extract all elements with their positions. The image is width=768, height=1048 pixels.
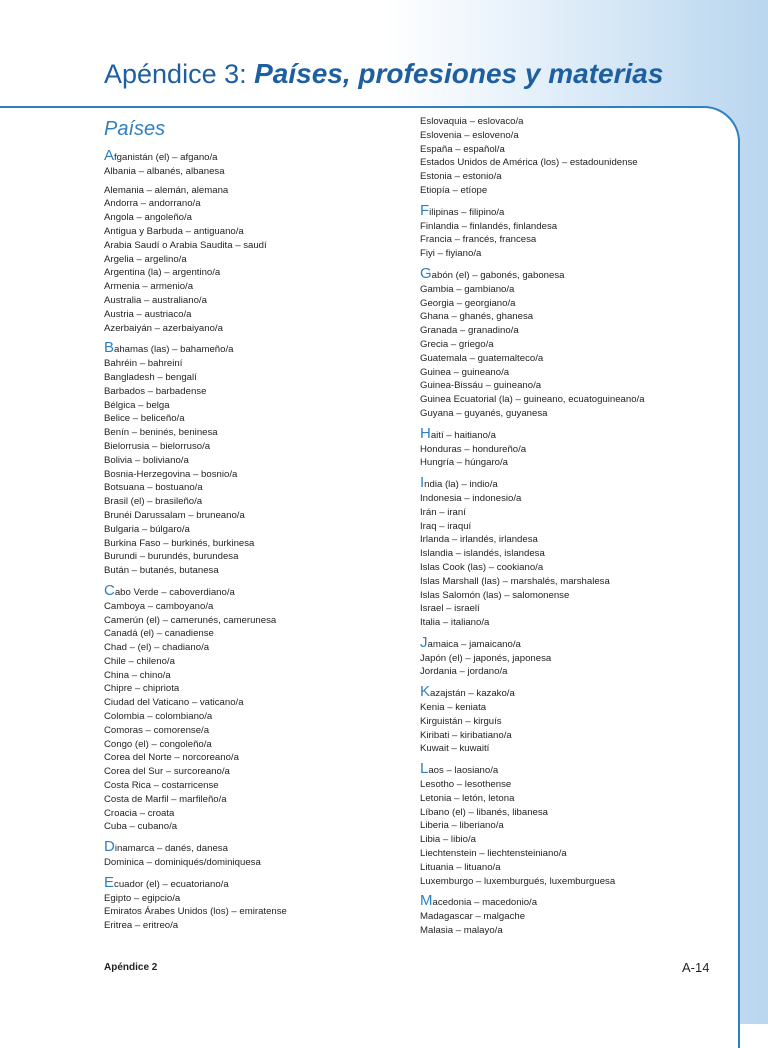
country-entry (104, 308, 404, 322)
country-text: Belice – beliceño/a (104, 413, 185, 425)
country-entry (420, 520, 740, 534)
letter-group (420, 633, 740, 679)
country-entry (104, 696, 404, 710)
country-text: Lesotho – lesothense (420, 779, 512, 791)
letter-group (420, 894, 740, 937)
country-text: Eritrea – eritreo/a (104, 920, 179, 932)
country-entry (104, 641, 404, 655)
country-entry (420, 407, 740, 421)
country-entry (420, 233, 740, 247)
country-entry (104, 399, 404, 413)
country-text: Emiratos Árabes Unidos (los) – emiratense (104, 906, 287, 918)
country-text: Egipto – egipcio/a (104, 892, 181, 904)
group-initial: J (420, 633, 428, 651)
group-initial: I (420, 474, 425, 492)
country-entry (420, 366, 740, 380)
country-entry (420, 729, 740, 743)
country-text: Colombia – colombiano/a (104, 711, 213, 723)
country-text: Hungría – húngaro/a (420, 457, 509, 469)
country-entry (104, 581, 404, 600)
country-text: abón (el) – gabonés, gabonesa (431, 269, 565, 281)
country-entry (104, 225, 404, 239)
country-entry (420, 170, 740, 184)
group-initial: A (104, 147, 115, 164)
letter-group (104, 149, 404, 335)
country-text: inamarca – danés, danesa (114, 843, 228, 855)
country-entry (420, 492, 740, 506)
country-text: Andorra – andorrano/a (104, 198, 201, 210)
left-country-list (104, 149, 404, 933)
country-entry (104, 856, 404, 870)
letter-group (420, 476, 740, 630)
group-initial: F (420, 201, 430, 219)
country-text: Ghana – ghanés, ghanesa (420, 311, 534, 323)
country-entry (420, 715, 740, 729)
country-entry (420, 115, 740, 129)
country-entry (420, 184, 740, 198)
country-text: Estonia – estonio/a (420, 171, 502, 183)
country-entry (420, 561, 740, 575)
country-text: Madagascar – malgache (420, 911, 526, 923)
country-entry (104, 239, 404, 253)
country-entry (104, 454, 404, 468)
country-entry (104, 600, 404, 614)
country-entry (104, 426, 404, 440)
country-entry (104, 905, 404, 919)
country-text: Georgia – georgiano/a (420, 297, 516, 309)
country-text: azajstán – kazako/a (430, 688, 515, 700)
country-entry (104, 481, 404, 495)
country-text: China – chino/a (104, 669, 171, 681)
letter-group (104, 341, 404, 578)
country-entry (104, 211, 404, 225)
country-entry (104, 614, 404, 628)
country-text: Cuba – cubano/a (104, 821, 178, 833)
country-text: Islandia – islandés, islandesa (420, 548, 545, 560)
country-entry (104, 294, 404, 308)
country-entry (420, 575, 740, 589)
country-text: Israel – israelí (420, 603, 480, 615)
country-entry (104, 820, 404, 834)
country-entry (104, 266, 404, 280)
group-initial: C (104, 581, 115, 599)
country-text: Malasia – malayo/a (420, 925, 503, 937)
country-entry (104, 627, 404, 641)
country-entry (420, 633, 740, 652)
country-entry (420, 533, 740, 547)
letter-group (104, 840, 404, 870)
country-entry (420, 352, 740, 366)
group-initial: L (420, 760, 429, 778)
country-text: abo Verde – caboverdiano/a (114, 586, 235, 598)
country-entry (420, 742, 740, 756)
country-text: Botsuana – bostuano/a (104, 482, 203, 494)
country-entry (104, 751, 404, 765)
country-text: Guyana – guyanés, guyanesa (420, 407, 548, 419)
country-text: Chad – (el) – chadiano/a (104, 642, 210, 654)
group-initial: G (420, 264, 432, 282)
country-entry (104, 509, 404, 523)
country-text: Eslovenia – esloveno/a (420, 129, 519, 141)
country-entry (104, 253, 404, 267)
country-text: Estados Unidos de América (los) – estadounidense (420, 157, 638, 169)
country-text: Bielorrusia – bielorruso/a (104, 440, 211, 452)
country-text: Camboya – camboyano/a (104, 600, 214, 612)
country-text: Comoras – comorense/a (104, 724, 210, 736)
country-text: Brasil (el) – brasileño/a (104, 496, 203, 508)
country-text: Corea del Norte – norcoreano/a (104, 752, 239, 764)
letter-group (104, 873, 404, 933)
country-text: Argelia – argelino/a (104, 253, 187, 265)
country-text: Italia – italiano/a (420, 617, 490, 629)
country-text: Angola – angoleño/a (104, 212, 193, 224)
country-text: Jordania – jordano/a (420, 666, 508, 678)
country-text: Australia – australiano/a (104, 294, 207, 306)
country-entry (420, 393, 740, 407)
country-entry (420, 910, 740, 924)
country-text: Líbano (el) – libanés, libanesa (420, 806, 549, 818)
country-entry (104, 523, 404, 537)
country-text: Alemania – alemán, alemana (104, 184, 229, 196)
country-text: Liechtenstein – liechtensteiniano/a (420, 848, 567, 860)
country-text: Barbados – barbadense (104, 385, 207, 397)
country-text: Chipre – chipriota (104, 683, 180, 695)
page-header (104, 58, 663, 90)
country-text: Bolivia – boliviano/a (104, 454, 189, 466)
country-entry (420, 665, 740, 679)
country-text: Kiribati – kiribatiano/a (420, 729, 512, 741)
country-entry (104, 468, 404, 482)
country-text: Austria – austriaco/a (104, 308, 192, 320)
country-entry (420, 792, 740, 806)
group-initial: H (420, 424, 431, 442)
country-text: Costa Rica – costarricense (104, 780, 219, 792)
country-entry (420, 424, 740, 443)
country-text: Iraq – iraquí (420, 520, 472, 532)
country-text: ilipinas – filipino/a (429, 206, 505, 218)
left-column (104, 115, 404, 939)
country-text: Islas Salomón (las) – salomonense (420, 589, 570, 601)
country-text: cuador (el) – ecuatoriano/a (114, 878, 229, 890)
country-text: Bangladesh – bengalí (104, 371, 197, 383)
section-title: Países (104, 118, 166, 140)
country-text: Granada – granadino/a (420, 325, 519, 337)
country-entry (104, 197, 404, 211)
country-text: Ciudad del Vaticano – vaticano/a (104, 697, 244, 709)
group-initial: M (420, 892, 433, 910)
country-entry (104, 840, 404, 856)
country-text: amaica – jamaicano/a (427, 638, 521, 650)
country-entry (420, 506, 740, 520)
country-text: Etiopía – etíope (420, 184, 488, 196)
country-entry (420, 875, 740, 889)
country-entry (104, 807, 404, 821)
country-entry (104, 440, 404, 454)
country-entry (104, 341, 404, 357)
country-entry (104, 710, 404, 724)
country-entry (104, 892, 404, 906)
country-entry (420, 443, 740, 457)
country-text: Finlandia – finlandés, finlandesa (420, 220, 558, 232)
country-text: Guinea-Bissáu – guineano/a (420, 380, 542, 392)
country-text: ndia (la) – indio/a (424, 479, 498, 491)
country-text: Libia – libio/a (420, 834, 477, 846)
country-text: Congo (el) – congoleño/a (104, 738, 212, 750)
country-text: Antigua y Barbuda – antiguano/a (104, 225, 244, 237)
country-text: Albania – albanés, albanesa (104, 165, 225, 177)
country-text: Islas Marshall (las) – marshalés, marshalesa (420, 575, 610, 587)
country-text: Francia – francés, francesa (420, 234, 537, 246)
country-entry (420, 143, 740, 157)
footer-section-label: Apéndice 2 (104, 962, 158, 973)
country-text: Irlanda – irlandés, irlandesa (420, 534, 538, 546)
country-text: Liberia – liberiano/a (420, 820, 504, 832)
country-text: España – español/a (420, 143, 505, 155)
country-entry (104, 655, 404, 669)
country-entry (104, 793, 404, 807)
country-entry (104, 385, 404, 399)
country-entry (104, 724, 404, 738)
country-text: Guatemala – guatemalteco/a (420, 352, 544, 364)
country-entry (420, 264, 740, 283)
country-entry (104, 779, 404, 793)
country-entry (104, 357, 404, 371)
country-entry (420, 847, 740, 861)
letter-group (104, 581, 404, 834)
country-text: Japón (el) – japonés, japonesa (420, 652, 552, 664)
country-text: Bosnia-Herzegovina – bosnio/a (104, 468, 238, 480)
country-text: Bélgica – belga (104, 399, 170, 411)
letter-group (420, 424, 740, 470)
country-text: Bahréin – bahreiní (104, 358, 183, 370)
country-text: ahamas (las) – bahameño/a (114, 344, 234, 356)
country-text: Chile – chileno/a (104, 655, 175, 667)
country-text: Azerbaiyán – azerbaiyano/a (104, 322, 223, 334)
country-text: Arabia Saudí o Arabia Saudita – saudí (104, 239, 267, 251)
country-entry (420, 685, 740, 701)
country-entry (420, 476, 740, 492)
country-entry (420, 379, 740, 393)
country-entry (420, 589, 740, 603)
country-text: Eslovaquia – eslovaco/a (420, 116, 524, 127)
country-text: Dominica – dominiqués/dominiquesa (104, 857, 261, 869)
country-entry (104, 738, 404, 752)
country-entry (420, 547, 740, 561)
country-text: Brunéi Darussalam – bruneano/a (104, 509, 245, 521)
country-entry (420, 201, 740, 220)
country-text: Burundi – burundés, burundesa (104, 551, 239, 563)
country-entry (420, 456, 740, 470)
country-entry (104, 280, 404, 294)
country-text: Bután – butanés, butanesa (104, 565, 219, 577)
country-text: Argentina (la) – argentino/a (104, 267, 221, 279)
country-entry (420, 310, 740, 324)
letter-group (420, 762, 740, 888)
country-text: Honduras – hondureño/a (420, 443, 527, 455)
group-initial: B (104, 339, 115, 357)
header-title: Países, profesiones y materias (254, 58, 664, 89)
country-text: Guinea Ecuatorial (la) – guineano, ecuatoguineano/a (420, 394, 645, 406)
country-text: Camerún (el) – camerunés, camerunesa (104, 614, 277, 626)
letter-group (420, 201, 740, 261)
country-text: Benín – beninés, beninesa (104, 427, 218, 439)
country-entry (420, 652, 740, 666)
letter-group (420, 685, 740, 756)
group-initial: E (104, 873, 115, 891)
country-text: Croacia – croata (104, 807, 175, 819)
country-text: Letonia – letón, letona (420, 792, 515, 804)
country-entry (420, 762, 740, 778)
letter-group (420, 264, 740, 421)
country-entry (104, 184, 404, 198)
country-entry (104, 765, 404, 779)
country-entry (420, 220, 740, 234)
country-text: aití – haitiano/a (430, 429, 496, 441)
country-text: fganistán (el) – afgano/a (114, 152, 218, 163)
country-text: Indonesia – indonesio/a (420, 492, 522, 504)
country-text: Canadá (el) – canadiense (104, 628, 214, 640)
country-entry (104, 682, 404, 696)
country-entry (104, 537, 404, 551)
country-text: Islas Cook (las) – cookiano/a (420, 561, 544, 573)
country-entry (104, 669, 404, 683)
country-entry (420, 338, 740, 352)
country-entry (104, 564, 404, 578)
country-text: Armenia – armenio/a (104, 281, 194, 293)
country-entry (104, 149, 404, 165)
country-entry (420, 156, 740, 170)
country-text: Kuwait – kuwaití (420, 743, 490, 755)
country-text: Kenia – keniata (420, 702, 487, 714)
country-entry (420, 129, 740, 143)
country-entry (420, 861, 740, 875)
group-initial: K (420, 683, 431, 701)
country-entry (104, 873, 404, 892)
country-entry (420, 819, 740, 833)
country-entry (420, 324, 740, 338)
country-entry (420, 247, 740, 261)
country-text: Guinea – guineano/a (420, 366, 510, 378)
country-entry (420, 778, 740, 792)
group-initial: D (104, 838, 115, 856)
country-text: Grecia – griego/a (420, 338, 494, 350)
country-text: Kirguistán – kirguís (420, 715, 502, 727)
country-entry (420, 283, 740, 297)
country-entry (420, 297, 740, 311)
country-entry (104, 371, 404, 385)
country-entry (104, 495, 404, 509)
country-entry (420, 602, 740, 616)
country-text: Fiyi – fiyiano/a (420, 248, 482, 260)
right-country-list (420, 115, 740, 938)
country-text: Burkina Faso – burkinés, burkinesa (104, 537, 255, 549)
country-entry (420, 701, 740, 715)
country-entry (104, 550, 404, 564)
country-text: Gambia – gambiano/a (420, 283, 515, 295)
country-entry (420, 924, 740, 938)
page-number: A-14 (682, 960, 710, 975)
country-entry (104, 412, 404, 426)
country-entry (420, 894, 740, 910)
country-text: Costa de Marfil – marfileño/a (104, 793, 227, 805)
letter-group (420, 115, 740, 198)
country-text: aos – laosiano/a (428, 765, 499, 777)
country-entry (104, 322, 404, 336)
country-entry (104, 165, 404, 179)
country-entry (420, 833, 740, 847)
right-column (420, 115, 740, 944)
country-entry (104, 919, 404, 933)
country-text: Luxemburgo – luxemburgués, luxemburguesa (420, 875, 616, 887)
country-text: Irán – iraní (420, 506, 466, 518)
header-prefix: Apéndice 3: (104, 59, 255, 89)
country-entry (420, 616, 740, 630)
country-entry (420, 806, 740, 820)
country-text: Bulgaria – búlgaro/a (104, 523, 190, 535)
country-text: Lituania – lituano/a (420, 861, 501, 873)
country-text: Corea del Sur – surcoreano/a (104, 766, 230, 778)
country-text: acedonia – macedonio/a (432, 897, 538, 909)
